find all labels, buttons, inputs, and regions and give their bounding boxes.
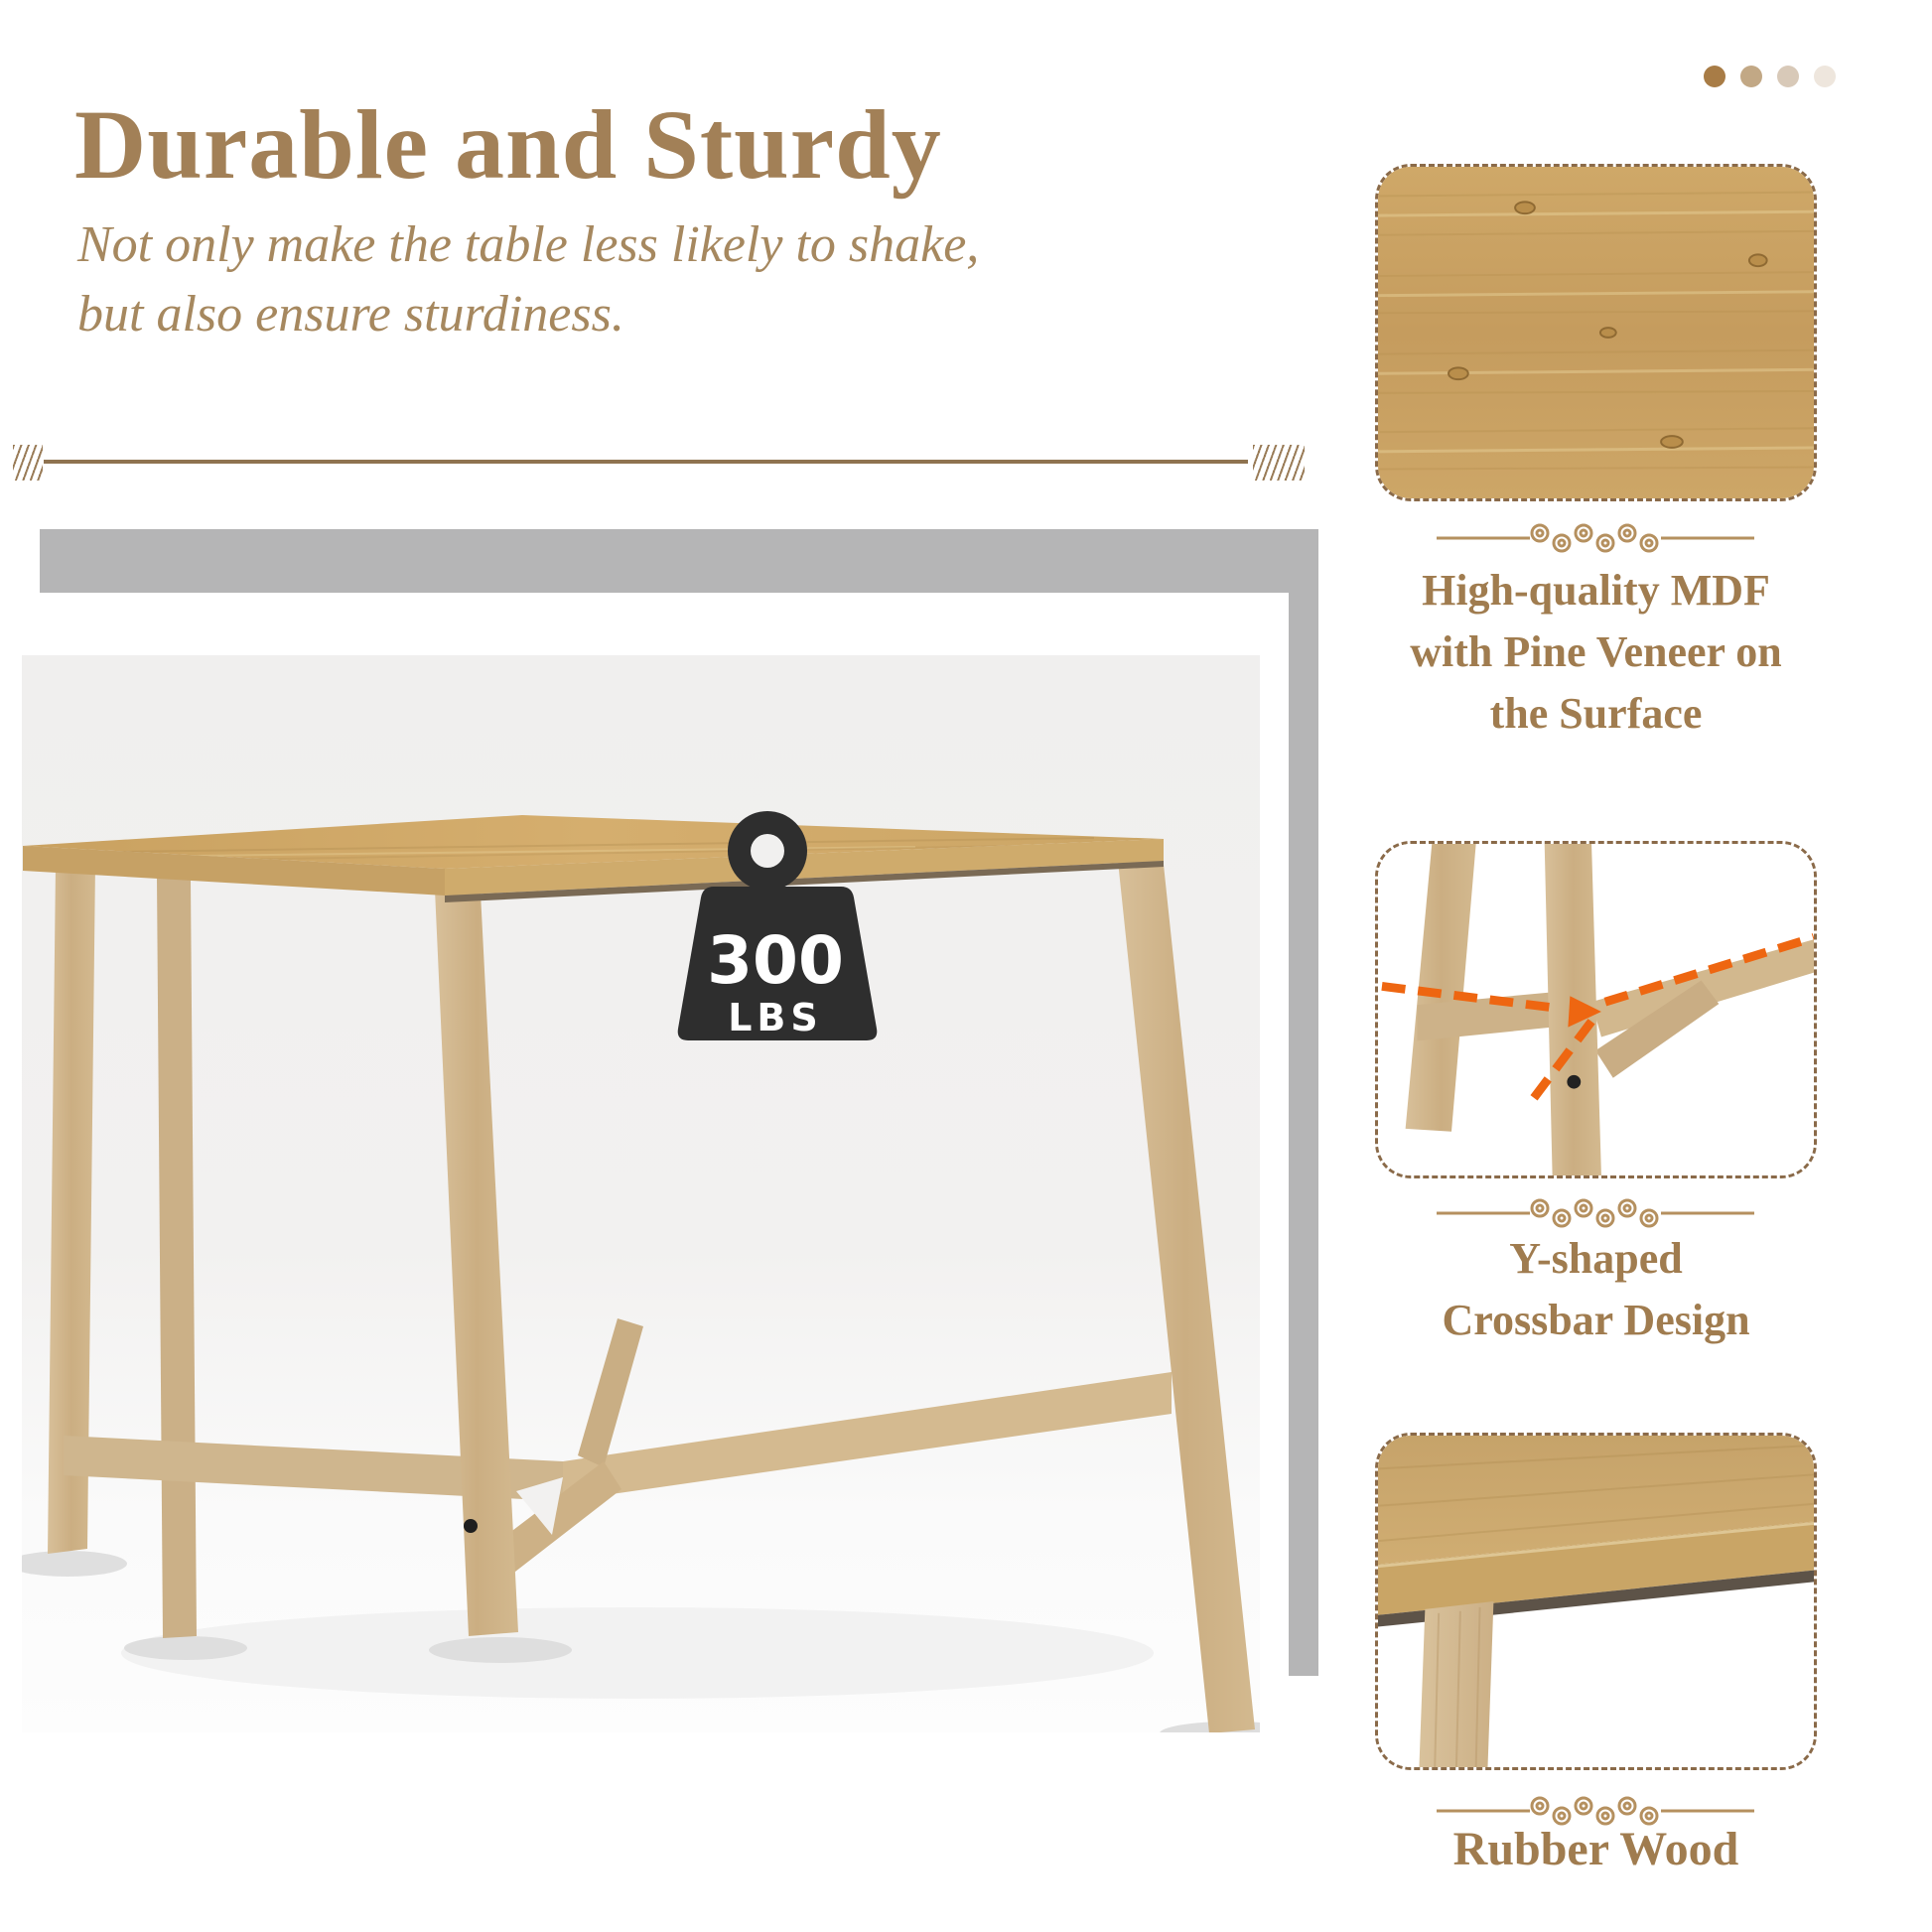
table-corner-image bbox=[1378, 1436, 1814, 1767]
table-leg bbox=[1116, 842, 1255, 1732]
table-stretcher bbox=[563, 1372, 1172, 1501]
crossbar-image bbox=[1378, 844, 1814, 1175]
subtitle-line: Not only make the table less likely to shake, bbox=[77, 216, 980, 273]
feature-photo-y-crossbar bbox=[1375, 841, 1817, 1178]
caption-line: Crossbar Design bbox=[1442, 1296, 1750, 1344]
table-stretcher-arm bbox=[578, 1318, 643, 1467]
hatch-icon bbox=[13, 445, 43, 481]
caption-line: the Surface bbox=[1489, 689, 1703, 738]
flourish-divider bbox=[1437, 518, 1754, 558]
caption-line: with Pine Veneer on bbox=[1410, 627, 1782, 676]
subtitle-line: but also ensure sturdiness. bbox=[77, 286, 624, 343]
decorative-frame-bar bbox=[1289, 529, 1318, 1676]
screw-hole bbox=[464, 1519, 478, 1533]
decorative-frame-bar bbox=[40, 529, 1318, 593]
caption-line: Rubber Wood bbox=[1452, 1823, 1739, 1875]
table-illustration bbox=[22, 655, 1260, 1732]
hatch-icon bbox=[1253, 445, 1305, 481]
pagination-dot[interactable] bbox=[1814, 66, 1836, 87]
feature-caption-crossbar bbox=[1375, 1228, 1817, 1351]
section-divider bbox=[44, 460, 1248, 464]
flourish-divider bbox=[1437, 1193, 1754, 1233]
caption-line: Y-shaped bbox=[1509, 1234, 1683, 1283]
pagination-dot-active[interactable] bbox=[1704, 66, 1725, 87]
product-photo-dining-table bbox=[22, 655, 1260, 1732]
page-subtitle bbox=[77, 210, 1269, 349]
screw-hole bbox=[1567, 1075, 1581, 1089]
carousel-pagination bbox=[1704, 66, 1836, 87]
pagination-dot[interactable] bbox=[1777, 66, 1799, 87]
feature-caption-mdf bbox=[1375, 560, 1817, 745]
weight-value: 300 bbox=[707, 922, 844, 999]
feature-photo-mdf-veneer bbox=[1375, 164, 1817, 501]
wood-texture-image bbox=[1378, 167, 1814, 498]
table-leg bbox=[157, 878, 197, 1638]
page-title: Durable and Sturdy bbox=[74, 89, 942, 200]
weight-unit: LBS bbox=[728, 996, 823, 1039]
feature-caption-rubber-wood bbox=[1375, 1819, 1817, 1880]
feature-photo-rubber-wood bbox=[1375, 1433, 1817, 1770]
pagination-dot[interactable] bbox=[1740, 66, 1762, 87]
caption-line: High-quality MDF bbox=[1422, 566, 1770, 615]
